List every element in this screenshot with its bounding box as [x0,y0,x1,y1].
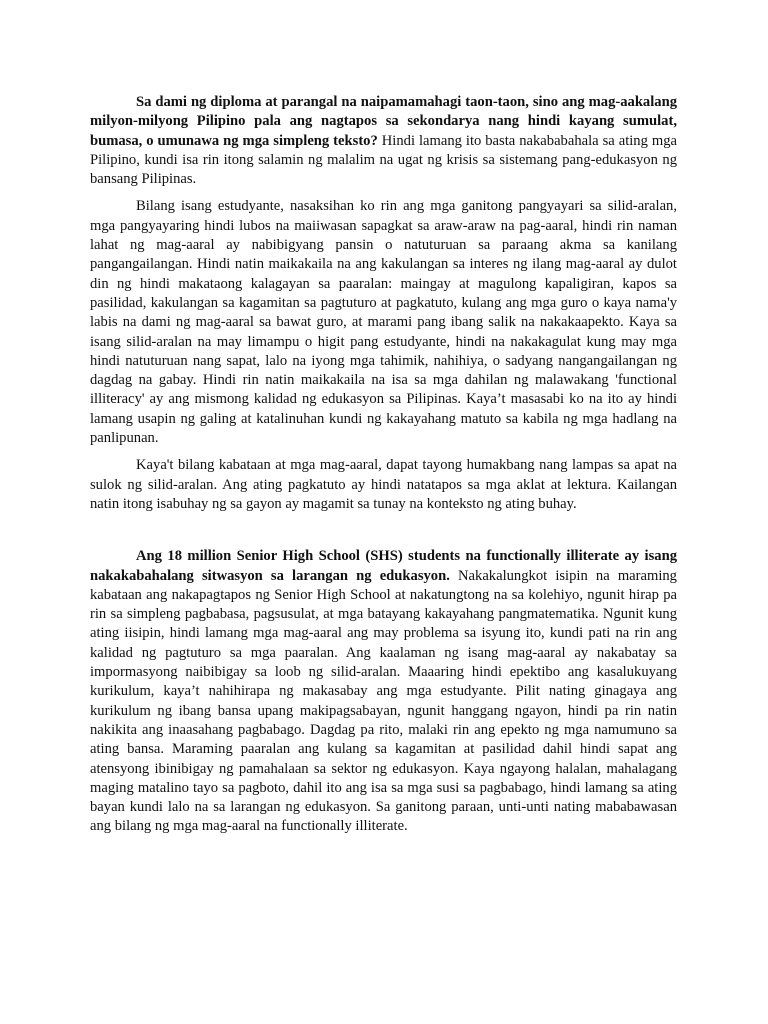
document-page [90,93,677,845]
paragraph-intro-body: Hindi lamang ito basta nakababahala sa ating mga Pilipino, kundi isa rin itong salamin ng malalim na ugat ng krisis sa sistemang pang-edukasyon ng bansang Pilipinas. [90,132,677,188]
paragraph-student-view-body: Bilang isang estudyante, nasaksihan ko rin ang mga ganitong pangyayari sa silid-aralan, mga pangyayaring hindi lubos na maiiwasan sapagkat sa araw-araw na pag-aaral, hindi rin naman lahat ng mag-aaral ay nabibigyang pansin o natuturuan sa paraang akma sa kanilang pangangailangan. Hindi natin maikakaila na ang kakulangan sa interes ng ilang mag-aaral ay dulot din ng hindi makataong kalagayan sa paaralan: maingay at magulong kapaligiran, kapos sa pasilidad, kakulangan sa kagamitan sa pagtuturo at pagkatuto, kulang ang mga guro o kaya nama'y labis na dami ng mag-aaral sa bawat guro, at marami pang ibang salik na nakakaapekto. Kaya sa isang silid-aralan na may limampu o higit pang estudyante, hindi na nakakagulat kung may mga hindi natuturuan nang sapat, lalo na iyong mga tahimik, nahihiya, o sadyang nangangailangan ng dagdag na gabay. Hindi rin natin maikakaila na isa sa mga dahilan ng malawakang 'functional illiteracy' ay ang mismong kalidad ng edukasyon sa Pilipinas. Kaya’t masasabi ko na ito ay hindi lamang usapin ng galing at katalinuhan kundi ng kakayahang matuto sa kabila ng mga hadlang na panlipunan. [90,198,677,447]
paragraph-shs-illiteracy [90,547,677,836]
paragraph-intro-lead: Sa dami ng diploma at parangal na naipamamahagi taon-taon, sino ang mag-aakalang milyon-milyong Pilipino pala ang nagtapos sa sekondarya nang hindi kayang sumulat, bumasa, o umunawa ng mga simpleng teksto? [90,94,677,149]
paragraph-shs-illiteracy-body: Nakakalungkot isipin na maraming kabataan ang nakapagtapos ng Senior High School at nakatungtong na sa kolehiyo, ngunit hirap pa rin sa simpleng pagbabasa, pagsusulat, at mga batayang kakayahang pangmatematika. Ngunit kung ating iisipin, hindi lamang mga mag-aaral ang may problema sa isyung ito, kundi pati na rin ang kalidad ng pagtuturo sa mga paaralan. Ang kaalaman ng isang mag-aaral ay nakabatay sa impormasyong naibibigay sa loob ng silid-aralan. Maaaring hindi epektibo ang kasalukuyang kurikulum, kaya’t nahihirapa ng makasabay ang mga estudyante. Pilit nating ginagaya ang kurikulum ng ibang bansa upang makipagsabayan, ngunit hanggang ngayon, hindi pa rin natin nakikita ang inaasahang pagbabago. Dagdag pa rito, malaki rin ang epekto ng mga namumuno sa ating bansa. Maraming paaralan ang kulang sa kagamitan at pasilidad dahil hindi sapat ang atensyong ibinibigay ng pamahalaan sa sektor ng edukasyon. Kaya ngayong halalan, mahalagang maging matalino tayo sa pagboto, dahil ito ang isa sa mga susi sa pagbabago, hindi lamang sa ating bayan kundi lalo na sa larangan ng edukasyon. Sa ganitong paraan, unti-unti nating mababawasan ang bilang ng mga mag-aaral na functionally illiterate. [90,567,677,835]
paragraph-shs-illiteracy-lead: Ang 18 million Senior High School (SHS) students na functionally illiterate ay isang nakakabahalang sitwasyon sa larangan ng edukasyon. [90,548,677,584]
paragraph-student-view [90,197,677,448]
paragraph-intro [90,93,677,189]
paragraph-call-to-action-body: Kaya't bilang kabataan at mga mag-aaral, dapat tayong humakbang nang lampas sa apat na sulok ng silid-aralan. Ang ating pagkatuto ay hindi natatapos sa mga aklat at lektura. Kailangan natin itong isabuhay ng sa gayon ay magamit sa tunay na konteksto ng ating buhay. [90,457,677,512]
paragraph-call-to-action [90,456,677,514]
